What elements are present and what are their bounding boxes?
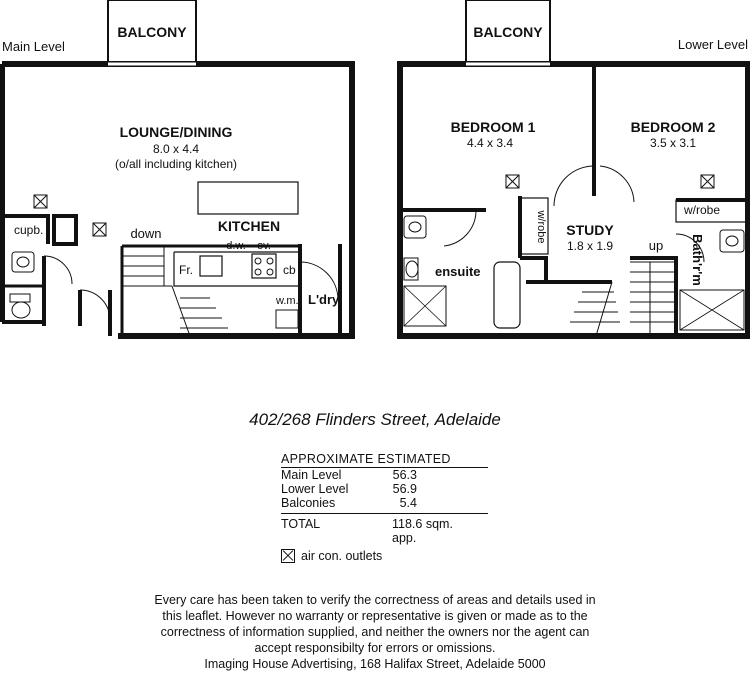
main-level-label: Main Level: [2, 39, 65, 54]
laundry-label: L'dry: [308, 292, 340, 307]
kitchen-label: KITCHEN: [217, 218, 281, 234]
disclaimer-line: this leaflet. However no warranty or representative is given or made as to the: [162, 609, 588, 623]
legend: [281, 549, 382, 563]
area-row-value: 56.3: [392, 468, 417, 482]
cb-label: cb: [283, 263, 296, 277]
wardrobe-1-label: w/robe: [535, 210, 547, 244]
disclaimer: [150, 592, 600, 672]
disclaimer-line: correctness of information supplied, and neither the owners nor the agent can: [160, 625, 590, 639]
study-title: STUDY: [566, 222, 614, 238]
aircon-outlet-icon: [701, 175, 714, 188]
dishwasher-label: d.w.: [226, 240, 246, 252]
main-balcony-label: BALCONY: [117, 24, 187, 40]
legend-label: air con. outlets: [301, 549, 383, 563]
study-dims: 1.8 x 1.9: [566, 239, 614, 253]
bathroom-label: Bath'r'm: [690, 234, 705, 286]
lounge-dining-note: (o/all including kitchen): [114, 157, 238, 171]
disclaimer-line: Imaging House Advertising, 168 Halifax Street, Adelaide 5000: [204, 657, 546, 671]
down-label: down: [130, 226, 162, 241]
area-row: [281, 468, 488, 482]
area-row-value: 56.9: [392, 482, 417, 496]
disclaimer-line: accept responsibilty for errors or omissions.: [254, 641, 496, 655]
area-total-label: TOTAL: [281, 517, 321, 531]
area-total-value: 118.6 sqm. app.: [392, 517, 453, 545]
lounge-dining-dims: 8.0 x 4.4: [152, 142, 200, 156]
bedroom-2-title: BEDROOM 2: [630, 119, 716, 135]
aircon-outlet-icon: [93, 223, 106, 236]
aircon-outlet-icon: [281, 549, 295, 563]
wardrobe-2-label: w/robe: [684, 203, 721, 217]
fridge-label: Fr.: [179, 263, 193, 277]
ensuite-label: ensuite: [435, 264, 481, 279]
bedroom-1-title: BEDROOM 1: [450, 119, 536, 135]
aircon-outlet-icon: [34, 195, 47, 208]
kitchen-island: [198, 182, 298, 214]
area-row-value: 5.4: [399, 496, 417, 510]
lower-balcony-label: BALCONY: [473, 24, 543, 40]
bedroom-1-dims: 4.4 x 3.4: [466, 136, 514, 150]
aircon-outlet-icon: [506, 175, 519, 188]
up-label: up: [648, 238, 664, 253]
area-row: [281, 482, 488, 496]
area-row-label: Main Level: [281, 468, 342, 482]
area-summary: [281, 452, 488, 545]
area-row: [281, 496, 488, 510]
property-address: 402/268 Flinders Street, Adelaide: [249, 410, 501, 429]
lounge-dining-title: LOUNGE/DINING: [119, 124, 233, 140]
oven-label: ov.: [257, 240, 271, 252]
area-row-label: Lower Level: [281, 482, 349, 496]
disclaimer-line: Every care has been taken to verify the correctness of areas and details used in: [154, 593, 596, 607]
area-total-row: [281, 513, 488, 545]
area-summary-heading: APPROXIMATE ESTIMATED: [281, 452, 488, 468]
washing-machine-label: w.m.: [276, 295, 299, 307]
cupboard-label: cupb.: [14, 223, 44, 237]
area-row-label: Balconies: [281, 496, 336, 510]
bedroom-2-dims: 3.5 x 3.1: [649, 136, 697, 150]
lower-level-label: Lower Level: [677, 37, 748, 52]
